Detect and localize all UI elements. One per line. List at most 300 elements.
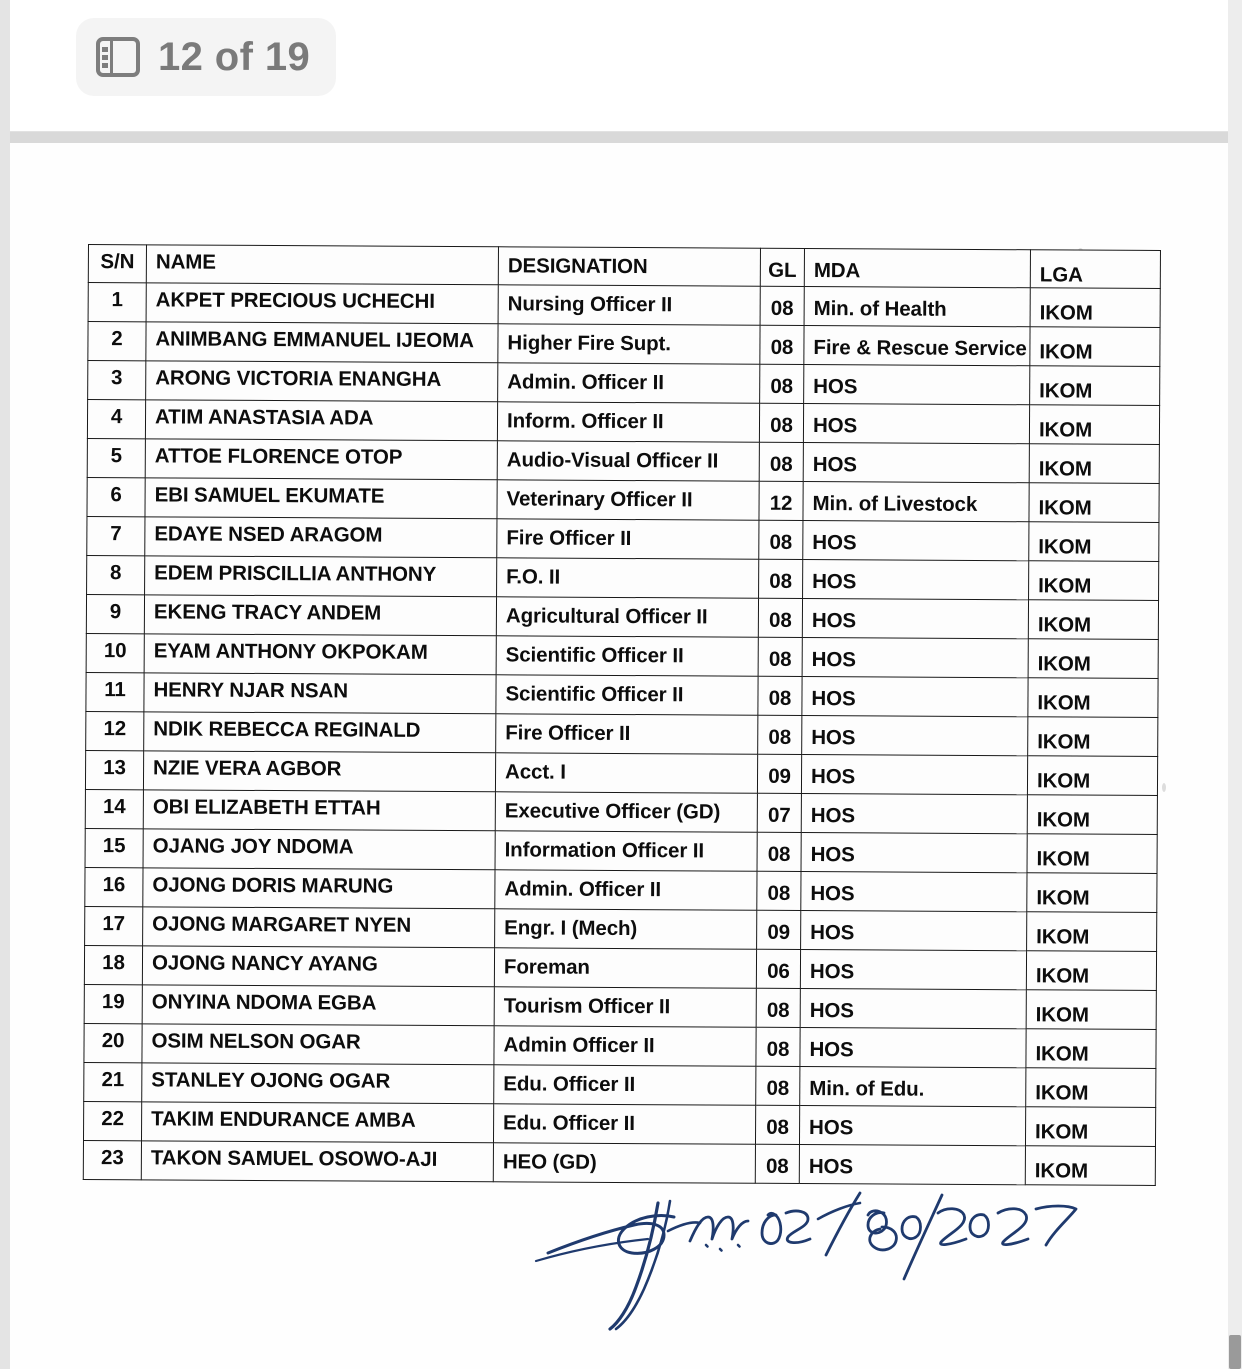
cell-gl bbox=[758, 676, 802, 715]
cell-text: ATIM ANASTASIA ADA bbox=[154, 405, 374, 430]
cell-designation bbox=[494, 1026, 756, 1066]
cell-text: Audio-Visual Officer II bbox=[506, 448, 719, 473]
cell-gl bbox=[757, 871, 801, 910]
cell-mda bbox=[800, 949, 1026, 989]
cell-sn bbox=[88, 283, 146, 322]
vertical-scrollbar-track[interactable] bbox=[1228, 0, 1242, 1369]
cell-text: Fire Officer II bbox=[506, 526, 632, 551]
cell-text: IKOM bbox=[1035, 1003, 1089, 1027]
cell-gl bbox=[759, 481, 803, 520]
cell-name bbox=[145, 400, 497, 441]
cell-text: 17 bbox=[102, 912, 126, 936]
cell-text: EKENG TRACY ANDEM bbox=[153, 600, 382, 625]
cell-text: 11 bbox=[104, 678, 126, 702]
cell-text: 08 bbox=[765, 1154, 789, 1178]
cell-text: OJONG NANCY AYANG bbox=[151, 951, 378, 976]
cell-text: IKOM bbox=[1039, 340, 1093, 364]
cell-mda bbox=[802, 598, 1028, 638]
cell-mda bbox=[801, 754, 1027, 794]
table-row bbox=[84, 984, 1156, 1029]
cell-gl bbox=[757, 910, 801, 949]
cell-text: IKOM bbox=[1038, 574, 1092, 598]
cell-name bbox=[146, 361, 498, 402]
cell-text: HOS bbox=[812, 414, 858, 438]
cell-text: Higher Fire Supt. bbox=[507, 331, 671, 356]
table-row bbox=[84, 945, 1156, 990]
cell-sn bbox=[84, 945, 142, 984]
cell-sn bbox=[86, 594, 144, 633]
cell-text: OSIM NELSON OGAR bbox=[151, 1029, 361, 1054]
cell-text: IKOM bbox=[1038, 535, 1092, 559]
table-header bbox=[88, 245, 1160, 289]
cell-text: 12 bbox=[103, 717, 127, 741]
cell-text: 08 bbox=[770, 374, 794, 398]
cell-text: OJONG DORIS MARUNG bbox=[152, 873, 394, 898]
cell-designation bbox=[498, 285, 760, 325]
cell-text: 6 bbox=[110, 483, 122, 507]
table-row bbox=[86, 594, 1158, 639]
cell-text: IKOM bbox=[1039, 379, 1093, 403]
scanned-page bbox=[10, 143, 1228, 1369]
cell-gl bbox=[756, 1027, 800, 1066]
cell-gl bbox=[759, 403, 803, 442]
cell-sn bbox=[83, 1140, 141, 1179]
page-indicator-label: 12 of 19 bbox=[158, 34, 311, 79]
cell-text: TAKON SAMUEL OSOWO-AJI bbox=[150, 1146, 438, 1171]
cell-sn bbox=[85, 789, 143, 828]
cell-lga bbox=[1026, 1068, 1156, 1108]
cell-text: 08 bbox=[766, 1037, 790, 1061]
cell-text: NDIK REBECCA REGINALD bbox=[153, 717, 421, 742]
cell-text: 08 bbox=[767, 881, 791, 905]
cell-lga bbox=[1027, 756, 1157, 796]
cell-lga bbox=[1029, 444, 1159, 484]
cell-text: TAKIM ENDURANCE AMBA bbox=[151, 1107, 416, 1132]
cell-text: 12 bbox=[769, 491, 793, 515]
cell-text: 16 bbox=[102, 873, 126, 897]
cell-text: 13 bbox=[103, 756, 126, 780]
cell-text: HOS bbox=[811, 726, 856, 750]
cell-mda bbox=[803, 520, 1029, 560]
cell-text: HOS bbox=[809, 1038, 854, 1062]
cell-name bbox=[142, 985, 494, 1026]
cell-text: IKOM bbox=[1037, 730, 1091, 754]
cell-mda bbox=[802, 715, 1028, 755]
cell-gl bbox=[758, 598, 802, 637]
cell-sn bbox=[85, 828, 143, 867]
cell-designation bbox=[497, 480, 759, 520]
left-edge-gutter bbox=[0, 0, 10, 1369]
cell-mda bbox=[802, 676, 1028, 716]
table-row bbox=[85, 867, 1157, 912]
cell-text: HEO (GD) bbox=[502, 1150, 597, 1174]
cell-mda bbox=[801, 832, 1027, 872]
cell-text: 8 bbox=[109, 561, 122, 585]
cell-text: 08 bbox=[770, 413, 793, 437]
handwritten-signature-icon bbox=[530, 1183, 1090, 1333]
cell-text: IKOM bbox=[1034, 1159, 1089, 1183]
cell-text: EDEM PRISCILLIA ANTHONY bbox=[154, 561, 437, 586]
cell-lga bbox=[1029, 483, 1159, 523]
cell-gl bbox=[757, 832, 801, 871]
cell-text: HOS bbox=[810, 921, 855, 945]
cell-mda bbox=[804, 287, 1030, 327]
cell-text: 08 bbox=[768, 686, 792, 710]
cell-designation bbox=[493, 1104, 755, 1144]
cell-text: 08 bbox=[768, 647, 792, 671]
cell-text: HOS bbox=[813, 375, 858, 399]
cell-lga bbox=[1026, 1029, 1156, 1069]
cell-text: ONYINA NDOMA EGBA bbox=[151, 990, 377, 1015]
cell-designation bbox=[495, 792, 757, 832]
cell-text: Min. of Edu. bbox=[809, 1077, 925, 1101]
cell-designation bbox=[495, 753, 757, 793]
column-header-sn: S/N bbox=[88, 245, 146, 283]
cell-name bbox=[145, 517, 497, 558]
cell-designation bbox=[493, 1143, 755, 1183]
cell-name bbox=[143, 829, 495, 870]
cell-lga bbox=[1027, 834, 1157, 874]
cell-text: IKOM bbox=[1037, 613, 1092, 637]
cell-designation bbox=[494, 948, 756, 988]
cell-gl bbox=[756, 1066, 800, 1105]
table-row bbox=[87, 477, 1159, 522]
cell-name bbox=[141, 1141, 493, 1182]
document-scroll-area[interactable] bbox=[10, 143, 1228, 1369]
cell-text: Nursing Officer II bbox=[507, 292, 673, 317]
cell-name bbox=[144, 634, 496, 675]
cell-sn bbox=[84, 984, 142, 1023]
cell-name bbox=[144, 712, 496, 753]
cell-text: 08 bbox=[770, 335, 794, 359]
table-row bbox=[86, 633, 1158, 678]
cell-text: IKOM bbox=[1039, 301, 1093, 325]
cell-name bbox=[141, 1102, 493, 1143]
cell-lga bbox=[1026, 951, 1156, 991]
cell-designation bbox=[495, 870, 757, 910]
cell-lga bbox=[1027, 912, 1157, 952]
cell-text: IKOM bbox=[1037, 652, 1091, 676]
table-row bbox=[85, 750, 1157, 795]
cell-mda bbox=[803, 442, 1029, 482]
table-row bbox=[86, 672, 1158, 717]
table-row bbox=[87, 516, 1159, 561]
table-row bbox=[86, 711, 1158, 756]
cell-gl bbox=[757, 793, 801, 832]
cell-text: F.O. II bbox=[506, 565, 561, 589]
cell-text: 08 bbox=[766, 998, 790, 1022]
table-row bbox=[85, 828, 1157, 873]
cell-text: HOS bbox=[812, 531, 857, 555]
cell-lga bbox=[1030, 327, 1160, 367]
cell-text: 21 bbox=[101, 1068, 125, 1092]
cell-text: HOS bbox=[809, 960, 855, 984]
cell-text: ARONG VICTORIA ENANGHA bbox=[155, 366, 442, 391]
cell-mda bbox=[802, 637, 1028, 677]
column-header-gl: GL bbox=[760, 248, 804, 286]
cell-designation bbox=[497, 441, 759, 481]
cell-sn bbox=[83, 1101, 141, 1140]
table-row bbox=[85, 789, 1157, 834]
cell-gl bbox=[756, 949, 800, 988]
cell-mda bbox=[803, 559, 1029, 599]
cell-text: IKOM bbox=[1038, 457, 1092, 481]
cell-text: 2 bbox=[111, 327, 123, 351]
cell-lga bbox=[1030, 366, 1160, 406]
cell-sn bbox=[87, 400, 145, 439]
cell-text: Agricultural Officer II bbox=[505, 604, 708, 629]
cell-text: IKOM bbox=[1036, 886, 1090, 910]
cell-sn bbox=[88, 361, 146, 400]
cell-text: 08 bbox=[767, 842, 791, 866]
cell-mda bbox=[800, 1066, 1026, 1106]
cell-designation bbox=[494, 1065, 756, 1105]
cell-text: OJANG JOY NDOMA bbox=[152, 834, 354, 859]
staff-register-table-wrap bbox=[83, 244, 1160, 1186]
table-body bbox=[83, 283, 1160, 1186]
cell-designation bbox=[496, 675, 758, 715]
cell-text: IKOM bbox=[1038, 418, 1093, 442]
cell-text: EDAYE NSED ARAGOM bbox=[154, 522, 383, 547]
cell-sn bbox=[85, 906, 143, 945]
cell-text: 08 bbox=[769, 530, 793, 554]
cell-text: Information Officer II bbox=[504, 838, 705, 863]
cell-designation bbox=[498, 363, 760, 403]
cell-text: HOS bbox=[809, 999, 854, 1023]
cell-lga bbox=[1028, 717, 1158, 757]
cell-text: 10 bbox=[103, 639, 127, 663]
cell-name bbox=[143, 751, 495, 792]
cell-name bbox=[145, 556, 497, 597]
cell-name bbox=[143, 907, 495, 948]
cell-text: Acct. I bbox=[504, 760, 566, 784]
cell-text: IKOM bbox=[1036, 769, 1091, 793]
cell-name bbox=[143, 790, 495, 831]
cell-text: HOS bbox=[810, 843, 855, 867]
staff-register-table bbox=[83, 244, 1161, 1186]
cell-lga bbox=[1027, 795, 1157, 835]
cell-text: 9 bbox=[109, 600, 122, 624]
cell-gl bbox=[759, 559, 803, 598]
cell-text: 19 bbox=[101, 990, 125, 1014]
cell-text: 08 bbox=[769, 452, 793, 476]
cell-text: 7 bbox=[110, 522, 122, 546]
column-header-name: NAME bbox=[146, 245, 498, 285]
cell-text: Fire & Rescue Service bbox=[813, 336, 1027, 361]
cell-lga bbox=[1027, 873, 1157, 913]
table-row bbox=[87, 555, 1159, 600]
cell-designation bbox=[495, 909, 757, 949]
cell-text: IKOM bbox=[1035, 964, 1090, 988]
viewer-toolbar bbox=[10, 0, 1228, 132]
cell-mda bbox=[804, 364, 1030, 404]
cell-text: 20 bbox=[101, 1029, 125, 1053]
table-header-row bbox=[88, 245, 1160, 289]
cell-gl bbox=[755, 1105, 799, 1144]
cell-sn bbox=[84, 1062, 142, 1101]
cell-gl bbox=[758, 637, 802, 676]
cell-gl bbox=[757, 754, 801, 793]
cell-gl bbox=[760, 286, 804, 325]
cell-text: IKOM bbox=[1038, 496, 1092, 520]
cell-text: HOS bbox=[810, 882, 855, 906]
cell-text: ATTOE FLORENCE OTOP bbox=[154, 444, 403, 469]
cell-text: STANLEY OJONG OGAR bbox=[151, 1068, 391, 1093]
cell-gl bbox=[760, 325, 804, 364]
column-header-lga: LGA bbox=[1030, 250, 1160, 289]
cell-name bbox=[142, 946, 494, 987]
cell-text: IKOM bbox=[1037, 691, 1091, 715]
cell-text: 18 bbox=[102, 951, 125, 975]
cell-text: Foreman bbox=[503, 955, 590, 979]
page-indicator-pill[interactable] bbox=[76, 18, 336, 96]
cell-name bbox=[144, 673, 496, 714]
cell-sn bbox=[86, 711, 144, 750]
cell-mda bbox=[803, 481, 1029, 521]
column-header-designation: DESIGNATION bbox=[498, 247, 760, 286]
cell-text: Executive Officer (GD) bbox=[504, 799, 721, 824]
cell-text: 22 bbox=[101, 1107, 124, 1131]
cell-text: IKOM bbox=[1036, 925, 1090, 949]
cell-sn bbox=[85, 867, 143, 906]
cell-name bbox=[144, 595, 496, 636]
cell-text: Edu. Officer II bbox=[503, 1072, 636, 1097]
cell-text: 15 bbox=[102, 834, 126, 858]
cell-text: ANIMBANG EMMANUEL IJEOMA bbox=[155, 327, 474, 353]
cell-mda bbox=[801, 910, 1027, 950]
cell-text: HOS bbox=[812, 570, 857, 594]
cell-gl bbox=[756, 988, 800, 1027]
cell-text: IKOM bbox=[1036, 847, 1090, 871]
cell-text: OJONG MARGARET NYEN bbox=[152, 912, 412, 937]
cell-text: 08 bbox=[766, 1115, 789, 1139]
cell-text: Admin. Officer II bbox=[507, 370, 664, 395]
cell-text: EYAM ANTHONY OKPOKAM bbox=[153, 639, 428, 664]
cell-sn bbox=[86, 633, 144, 672]
cell-text: 08 bbox=[769, 569, 792, 593]
table-row bbox=[83, 1101, 1155, 1146]
cell-lga bbox=[1025, 1146, 1155, 1186]
cell-text: 5 bbox=[110, 444, 123, 468]
cell-sn bbox=[87, 516, 145, 555]
cell-name bbox=[143, 868, 495, 909]
cell-text: Inform. Officer II bbox=[506, 409, 664, 434]
cell-gl bbox=[755, 1144, 799, 1183]
toolbar-divider bbox=[10, 132, 1228, 143]
cell-text: Scientific Officer II bbox=[505, 643, 684, 668]
cell-designation bbox=[497, 402, 759, 442]
cell-mda bbox=[801, 793, 1027, 833]
cell-text: Edu. Officer II bbox=[503, 1111, 635, 1136]
cell-text: IKOM bbox=[1036, 808, 1090, 832]
cell-lga bbox=[1025, 1107, 1155, 1147]
cell-gl bbox=[760, 364, 804, 403]
cell-text: Engr. I (Mech) bbox=[504, 916, 638, 941]
cell-text: NZIE VERA AGBOR bbox=[153, 756, 342, 781]
cell-lga bbox=[1028, 678, 1158, 718]
cell-name bbox=[145, 478, 497, 519]
cell-name bbox=[146, 283, 498, 324]
table-row bbox=[84, 1023, 1156, 1068]
cell-lga bbox=[1028, 600, 1158, 640]
cell-text: HOS bbox=[808, 1155, 854, 1179]
cell-text: 3 bbox=[111, 366, 123, 390]
cell-sn bbox=[87, 555, 145, 594]
cell-text: EBI SAMUEL EKUMATE bbox=[154, 483, 385, 508]
cell-lga bbox=[1030, 288, 1160, 328]
cell-text: Admin. Officer II bbox=[504, 877, 662, 902]
cell-name bbox=[142, 1024, 494, 1065]
cell-mda bbox=[801, 871, 1027, 911]
cell-designation bbox=[496, 597, 758, 637]
cell-name bbox=[145, 439, 497, 480]
cell-mda bbox=[800, 988, 1026, 1028]
cell-text: 4 bbox=[110, 405, 123, 429]
table-row bbox=[87, 438, 1159, 483]
cell-text: 06 bbox=[767, 959, 790, 983]
cell-gl bbox=[758, 715, 802, 754]
cell-name bbox=[142, 1063, 494, 1104]
cell-text: Fire Officer II bbox=[505, 721, 631, 746]
cell-text: 09 bbox=[767, 920, 791, 944]
cell-designation bbox=[495, 831, 757, 871]
cell-lga bbox=[1029, 405, 1159, 445]
cell-text: HOS bbox=[811, 609, 857, 633]
cell-designation bbox=[498, 324, 760, 364]
table-row bbox=[88, 283, 1160, 328]
cell-sn bbox=[87, 477, 145, 516]
cell-text: 08 bbox=[766, 1076, 790, 1100]
cell-text: 14 bbox=[102, 795, 126, 819]
cell-text: 08 bbox=[768, 725, 792, 749]
cell-lga bbox=[1026, 990, 1156, 1030]
cell-mda bbox=[804, 326, 1030, 366]
cell-lga bbox=[1029, 522, 1159, 562]
cell-text: HOS bbox=[812, 453, 857, 477]
cell-mda bbox=[803, 403, 1029, 443]
cell-text: Scientific Officer II bbox=[505, 682, 684, 707]
cell-text: 1 bbox=[111, 288, 123, 312]
cell-designation bbox=[496, 636, 758, 676]
cell-name bbox=[146, 322, 498, 363]
cell-text: AKPET PRECIOUS UCHECHI bbox=[155, 288, 435, 313]
cell-sn bbox=[87, 438, 145, 477]
cell-sn bbox=[84, 1023, 142, 1062]
cell-text: IKOM bbox=[1034, 1120, 1089, 1144]
cell-text: Min. of Livestock bbox=[812, 492, 978, 516]
table-row bbox=[87, 400, 1159, 445]
cell-sn bbox=[86, 672, 144, 711]
cell-lga bbox=[1029, 561, 1159, 601]
vertical-scrollbar-thumb[interactable] bbox=[1229, 1335, 1241, 1369]
cell-mda bbox=[800, 1027, 1026, 1067]
cell-text: HENRY NJAR NSAN bbox=[153, 678, 348, 703]
cell-text: HOS bbox=[811, 687, 856, 711]
cell-sn bbox=[85, 750, 143, 789]
cell-text: 23 bbox=[101, 1146, 124, 1170]
cell-gl bbox=[759, 442, 803, 481]
cell-sn bbox=[88, 322, 146, 361]
cell-mda bbox=[799, 1144, 1025, 1184]
cell-text: 08 bbox=[770, 296, 794, 320]
table-row bbox=[88, 361, 1160, 406]
cell-lga bbox=[1028, 639, 1158, 679]
cell-text: 08 bbox=[769, 608, 792, 632]
cell-text: Tourism Officer II bbox=[503, 994, 671, 1019]
cell-text: HOS bbox=[809, 1116, 854, 1140]
cell-designation bbox=[494, 987, 756, 1027]
cell-mda bbox=[799, 1105, 1025, 1145]
